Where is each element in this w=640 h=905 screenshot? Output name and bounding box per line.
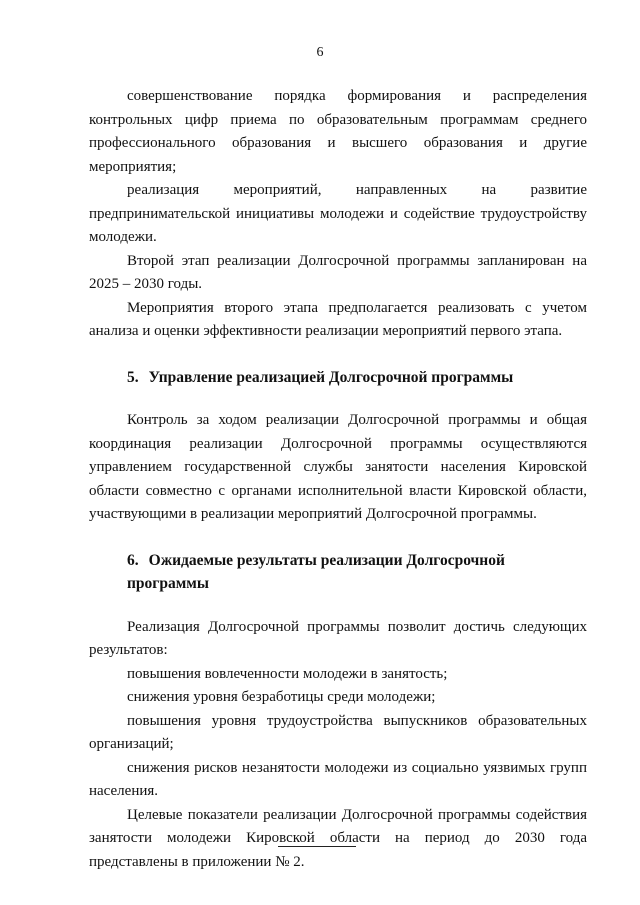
- paragraph: Мероприятия второго этапа предполагается реализовать с учетом анализа и оценки эффективности реализации мероприятий первого этапа.: [89, 299, 587, 339]
- paragraph: Контроль за ходом реализации Долгосрочной программы и общая координация реализации Долгосрочной программы осуществляются управлением государственной службы занятости населения Кировской области совместно с органами исполнительной власти Кировской области, участвующими в реализации мероприятий Долгосрочной программы.: [89, 412, 587, 522]
- section-title: Управление реализацией Долгосрочной программы: [148, 368, 514, 386]
- paragraph: совершенствование порядка формирования и распределения контрольных цифр приема по образовательным программам среднего профессионального образования и высшего образования и другие мероприятия;: [89, 88, 587, 175]
- list-item: снижения уровня безработицы среди молодежи;: [127, 689, 436, 705]
- page-content: [89, 85, 587, 874]
- paragraph: реализация мероприятий, направленных на развитие предпринимательской инициативы молодежи и содействие трудоустройству молодежи.: [89, 182, 587, 245]
- section-heading-6: [89, 549, 587, 596]
- section-title: Ожидаемые результаты реализации Долгосрочной программы: [127, 551, 505, 592]
- end-separator-line: [278, 846, 356, 847]
- paragraph: Второй этап реализации Долгосрочной программы запланирован на 2025 – 2030 годы.: [89, 252, 587, 292]
- list-item: повышения уровня трудоустройства выпускников образовательных организаций;: [89, 712, 587, 752]
- list-item: повышения вовлеченности молодежи в занятость;: [127, 665, 448, 682]
- section-number: 5.: [127, 368, 139, 386]
- section-heading-5: [89, 366, 587, 390]
- paragraph: Реализация Долгосрочной программы позволит достичь следующих результатов:: [89, 618, 587, 658]
- page-number: 6: [316, 45, 324, 60]
- section-number: 6.: [127, 551, 139, 569]
- paragraph: Целевые показатели реализации Долгосрочной программы содействия занятости молодежи Кировской области на период до 2030 года представлены в приложении № 2.: [89, 806, 587, 870]
- list-item: снижения рисков незанятости молодежи из социально уязвимых групп населения.: [89, 759, 587, 799]
